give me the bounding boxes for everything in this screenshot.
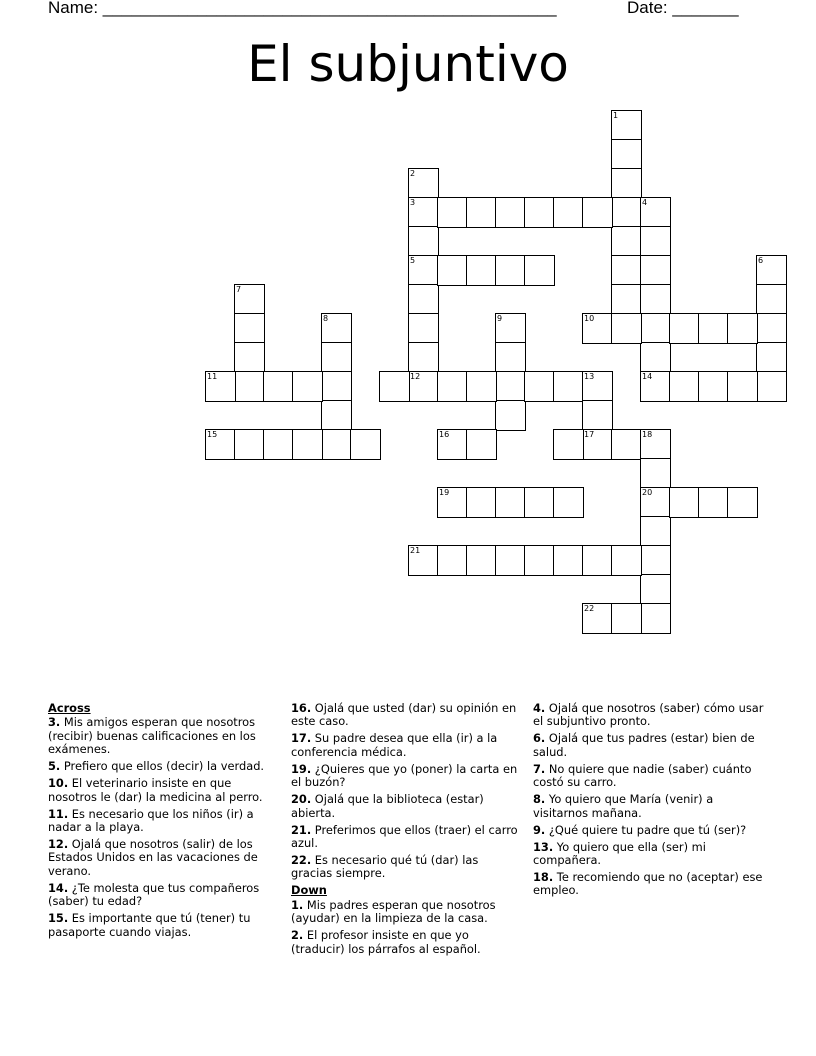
clue-item <box>48 716 280 756</box>
crossword-cell[interactable] <box>553 197 584 228</box>
clue-text: ¿Qué quiere tu padre que tú (ser)? <box>545 822 747 837</box>
clue-number: 12. <box>48 837 69 852</box>
crossword-cell[interactable] <box>640 458 671 489</box>
crossword-cell[interactable] <box>524 371 555 402</box>
clue-number: 1 <box>613 111 619 120</box>
clue-number: 1. <box>291 897 304 912</box>
clue-text: Mis amigos esperan que nosotros (recibir) buenas calificaciones en los exámenes. <box>48 715 256 757</box>
crossword-cell[interactable] <box>408 284 439 315</box>
across-heading: Across <box>48 701 91 715</box>
crossword-cell[interactable] <box>727 487 758 518</box>
crossword-cell[interactable] <box>234 313 265 344</box>
crossword-cell[interactable] <box>582 429 613 460</box>
crossword-cell[interactable] <box>495 197 526 228</box>
clue-item <box>291 732 523 759</box>
down-heading: Down <box>291 883 327 898</box>
clue-item <box>291 899 523 926</box>
crossword-cell[interactable] <box>698 371 729 402</box>
clue-item <box>291 854 523 881</box>
clue-text: Ojalá que la biblioteca (estar) abierta. <box>291 792 484 820</box>
clue-number: 7. <box>533 761 546 776</box>
clue-text: Yo quiero que ella (ser) mi compañera. <box>533 839 706 868</box>
crossword-cell[interactable] <box>524 197 555 228</box>
clue-item <box>533 793 765 820</box>
crossword-cell[interactable] <box>582 603 613 634</box>
clue-number: 18 <box>642 430 653 439</box>
crossword-cell[interactable] <box>611 255 642 286</box>
crossword-cell[interactable] <box>553 545 584 576</box>
crossword-cell[interactable] <box>698 487 729 518</box>
clue-number: 2. <box>291 928 304 943</box>
name-field-label: Name: ________________________________________________ <box>48 0 557 17</box>
down-clue-list-continued <box>533 702 765 898</box>
clue-number: 12 <box>410 372 421 381</box>
clue-item <box>291 702 523 729</box>
crossword-cell[interactable] <box>321 400 352 431</box>
crossword-cell[interactable] <box>408 168 439 199</box>
crossword-cell[interactable] <box>408 342 439 373</box>
clue-item <box>291 824 523 851</box>
crossword-cell[interactable] <box>756 313 787 344</box>
crossword-cell[interactable] <box>437 197 468 228</box>
crossword-cell[interactable] <box>640 545 671 576</box>
crossword-cell[interactable] <box>611 545 642 576</box>
crossword-cell[interactable] <box>524 545 555 576</box>
crossword-cell[interactable] <box>640 197 671 228</box>
crossword-cell[interactable] <box>756 284 787 315</box>
clue-text: ¿Quieres que yo (poner) la carta en el buzón? <box>291 761 518 790</box>
clue-item <box>291 793 523 820</box>
crossword-cell[interactable] <box>466 487 497 518</box>
crossword-cell[interactable] <box>495 342 526 373</box>
crossword-cell[interactable] <box>466 545 497 576</box>
clue-number: 5. <box>48 759 61 774</box>
clue-item <box>48 882 280 909</box>
clue-number: 22. <box>291 853 312 868</box>
crossword-cell[interactable] <box>669 487 700 518</box>
clue-number: 3. <box>48 715 61 730</box>
crossword-cell[interactable] <box>698 313 729 344</box>
crossword-cell[interactable] <box>640 313 671 344</box>
clue-item <box>291 763 523 790</box>
clues-column-1 <box>48 702 280 943</box>
crossword-cell[interactable] <box>640 284 671 315</box>
clue-text: Ojalá que tus padres (estar) bien de salud. <box>533 731 755 759</box>
clue-number: 3 <box>410 198 416 207</box>
clue-number: 20 <box>642 488 653 497</box>
clue-number: 15 <box>207 430 218 439</box>
crossword-cell[interactable] <box>437 371 468 402</box>
clue-number: 8 <box>323 314 329 323</box>
clue-text: El veterinario insiste en que nosotros le (dar) la medicina al perro. <box>48 776 263 804</box>
crossword-cell[interactable] <box>466 429 497 460</box>
clues-column-3 <box>533 702 765 901</box>
crossword-cell[interactable] <box>640 342 671 373</box>
crossword-cell[interactable] <box>321 313 352 344</box>
crossword-cell[interactable] <box>437 429 468 460</box>
crossword-cell[interactable] <box>350 429 381 460</box>
clue-number: 11. <box>48 806 69 821</box>
clue-number: 21 <box>410 546 421 555</box>
clue-number: 13. <box>533 839 554 854</box>
clue-item <box>48 777 280 804</box>
crossword-cell[interactable] <box>408 255 439 286</box>
crossword-cell[interactable] <box>437 255 468 286</box>
crossword-cell[interactable] <box>495 255 526 286</box>
crossword-cell[interactable] <box>408 371 439 402</box>
clue-text: Ojalá que nosotros (saber) cómo usar el subjuntivo pronto. <box>533 701 764 729</box>
clue-text: Preferimos que ellos (traer) el carro azul. <box>291 822 518 851</box>
crossword-cell[interactable] <box>553 371 584 402</box>
crossword-cell[interactable] <box>408 545 439 576</box>
clue-item <box>48 912 280 939</box>
crossword-cell[interactable] <box>321 429 352 460</box>
crossword-cell[interactable] <box>640 429 671 460</box>
clue-number: 5 <box>410 256 416 265</box>
clue-number: 21. <box>291 822 312 837</box>
crossword-cell[interactable] <box>205 429 236 460</box>
page-title: El subjuntivo <box>247 35 569 93</box>
clue-text: Ojalá que nosotros (salir) de los Estados Unidos en las vacaciones de verano. <box>48 837 258 878</box>
clue-number: 14 <box>642 372 653 381</box>
crossword-cell[interactable] <box>263 371 294 402</box>
date-field-label: Date: _______ <box>627 0 739 17</box>
clue-item <box>48 838 280 878</box>
crossword-cell[interactable] <box>611 284 642 315</box>
clue-number: 16 <box>439 430 450 439</box>
clue-text: El profesor insiste en que yo (traducir) los párrafos al español. <box>291 928 481 956</box>
clue-text: Mis padres esperan que nosotros (ayudar) en la limpieza de la casa. <box>291 897 496 926</box>
crossword-cell[interactable] <box>234 342 265 373</box>
crossword-cell[interactable] <box>437 487 468 518</box>
across-clue-list-continued <box>291 702 523 881</box>
crossword-cell[interactable] <box>234 284 265 315</box>
crossword-cell[interactable] <box>466 371 497 402</box>
clue-number: 19 <box>439 488 450 497</box>
crossword-cell[interactable] <box>408 313 439 344</box>
crossword-cell[interactable] <box>466 255 497 286</box>
crossword-cell[interactable] <box>582 197 613 228</box>
crossword-cell[interactable] <box>321 342 352 373</box>
crossword-cell[interactable] <box>263 429 294 460</box>
crossword-cell[interactable] <box>437 545 468 576</box>
clue-text: Es importante que tú (tener) tu pasaporte cuando viajas. <box>48 911 251 939</box>
clue-number: 11 <box>207 372 218 381</box>
crossword-cell[interactable] <box>756 371 787 402</box>
crossword-cell[interactable] <box>727 371 758 402</box>
clue-number: 13 <box>584 372 595 381</box>
crossword-cell[interactable] <box>640 255 671 286</box>
crossword-cell[interactable] <box>495 400 526 431</box>
crossword-cell[interactable] <box>756 342 787 373</box>
clue-number: 16. <box>291 701 312 715</box>
crossword-cell[interactable] <box>640 226 671 257</box>
crossword-cell[interactable] <box>611 313 642 344</box>
clues-column-2 <box>291 702 523 960</box>
crossword-cell[interactable] <box>640 371 671 402</box>
crossword-cell[interactable] <box>611 226 642 257</box>
crossword-cell[interactable] <box>205 371 236 402</box>
clue-item <box>291 929 523 956</box>
crossword-cell[interactable] <box>582 313 613 344</box>
down-clue-list <box>291 899 523 956</box>
crossword-cell[interactable] <box>611 429 642 460</box>
crossword-cell[interactable] <box>669 313 700 344</box>
crossword-cell[interactable] <box>234 429 265 460</box>
clue-text: ¿Te molesta que tus compañeros (saber) tu edad? <box>48 880 260 909</box>
clue-number: 17. <box>291 731 312 746</box>
clue-number: 17 <box>584 430 595 439</box>
clue-text: Yo quiero que María (venir) a visitarnos mañana. <box>533 792 714 820</box>
crossword-cell[interactable] <box>379 371 410 402</box>
clue-text: Es necesario que los niños (ir) a nadar a la playa. <box>48 806 254 835</box>
clue-number: 22 <box>584 604 595 613</box>
crossword-cell[interactable] <box>611 139 642 170</box>
clue-item <box>533 841 765 868</box>
clue-number: 4 <box>642 198 648 207</box>
across-clue-list <box>48 716 280 939</box>
crossword-cell[interactable] <box>292 429 323 460</box>
crossword-cell[interactable] <box>495 487 526 518</box>
clue-number: 4. <box>533 701 546 715</box>
crossword-cell[interactable] <box>408 197 439 228</box>
crossword-cell[interactable] <box>495 313 526 344</box>
crossword-cell[interactable] <box>553 487 584 518</box>
clue-text: Es necesario qué tú (dar) las gracias siempre. <box>291 853 479 881</box>
clue-text: Ojalá que usted (dar) su opinión en este caso. <box>291 701 517 729</box>
clue-number: 2 <box>410 169 416 178</box>
crossword-cell[interactable] <box>640 487 671 518</box>
crossword-cell[interactable] <box>553 429 584 460</box>
crossword-cell[interactable] <box>321 371 352 402</box>
clue-text: Te recomiendo que no (aceptar) ese empleo. <box>533 870 763 898</box>
clue-number: 14. <box>48 880 69 895</box>
crossword-cell[interactable] <box>495 545 526 576</box>
clue-item <box>533 824 765 837</box>
clue-number: 6. <box>533 731 546 746</box>
clue-number: 8. <box>533 792 546 807</box>
crossword-cell[interactable] <box>408 226 439 257</box>
clue-item <box>48 808 280 835</box>
crossword-cell[interactable] <box>669 371 700 402</box>
crossword-cell[interactable] <box>611 110 642 141</box>
crossword-cell[interactable] <box>640 574 671 605</box>
clue-item <box>533 702 765 729</box>
crossword-cell[interactable] <box>466 197 497 228</box>
crossword-cell[interactable] <box>611 603 642 634</box>
clue-item <box>533 763 765 790</box>
clue-number: 10 <box>584 314 595 323</box>
crossword-cell[interactable] <box>640 516 671 547</box>
clue-number: 9 <box>497 314 503 323</box>
crossword-cell[interactable] <box>727 313 758 344</box>
crossword-cell[interactable] <box>495 371 526 402</box>
crossword-cell[interactable] <box>756 255 787 286</box>
crossword-cell[interactable] <box>582 545 613 576</box>
clue-text: No quiere que nadie (saber) cuánto costó su carro. <box>533 761 752 790</box>
crossword-cell[interactable] <box>640 603 671 634</box>
clue-text: Prefiero que ellos (decir) la verdad. <box>60 759 265 774</box>
clue-number: 20. <box>291 792 312 807</box>
clue-item <box>533 732 765 759</box>
clue-number: 19. <box>291 761 312 776</box>
clue-number: 10. <box>48 776 69 791</box>
crossword-cell[interactable] <box>611 197 642 228</box>
crossword-cell[interactable] <box>524 255 555 286</box>
crossword-cell[interactable] <box>582 371 613 402</box>
clue-number: 18. <box>533 870 554 885</box>
crossword-cell[interactable] <box>524 487 555 518</box>
clue-text: Su padre desea que ella (ir) a la conferencia médica. <box>291 731 498 759</box>
clue-number: 9. <box>533 822 546 837</box>
clue-number: 15. <box>48 911 69 926</box>
crossword-cell[interactable] <box>234 371 265 402</box>
clue-item <box>48 760 280 773</box>
clue-number: 7 <box>236 285 242 294</box>
clue-number: 6 <box>758 256 764 265</box>
crossword-cell[interactable] <box>611 168 642 199</box>
crossword-cell[interactable] <box>582 400 613 431</box>
clue-item <box>533 871 765 898</box>
crossword-cell[interactable] <box>292 371 323 402</box>
